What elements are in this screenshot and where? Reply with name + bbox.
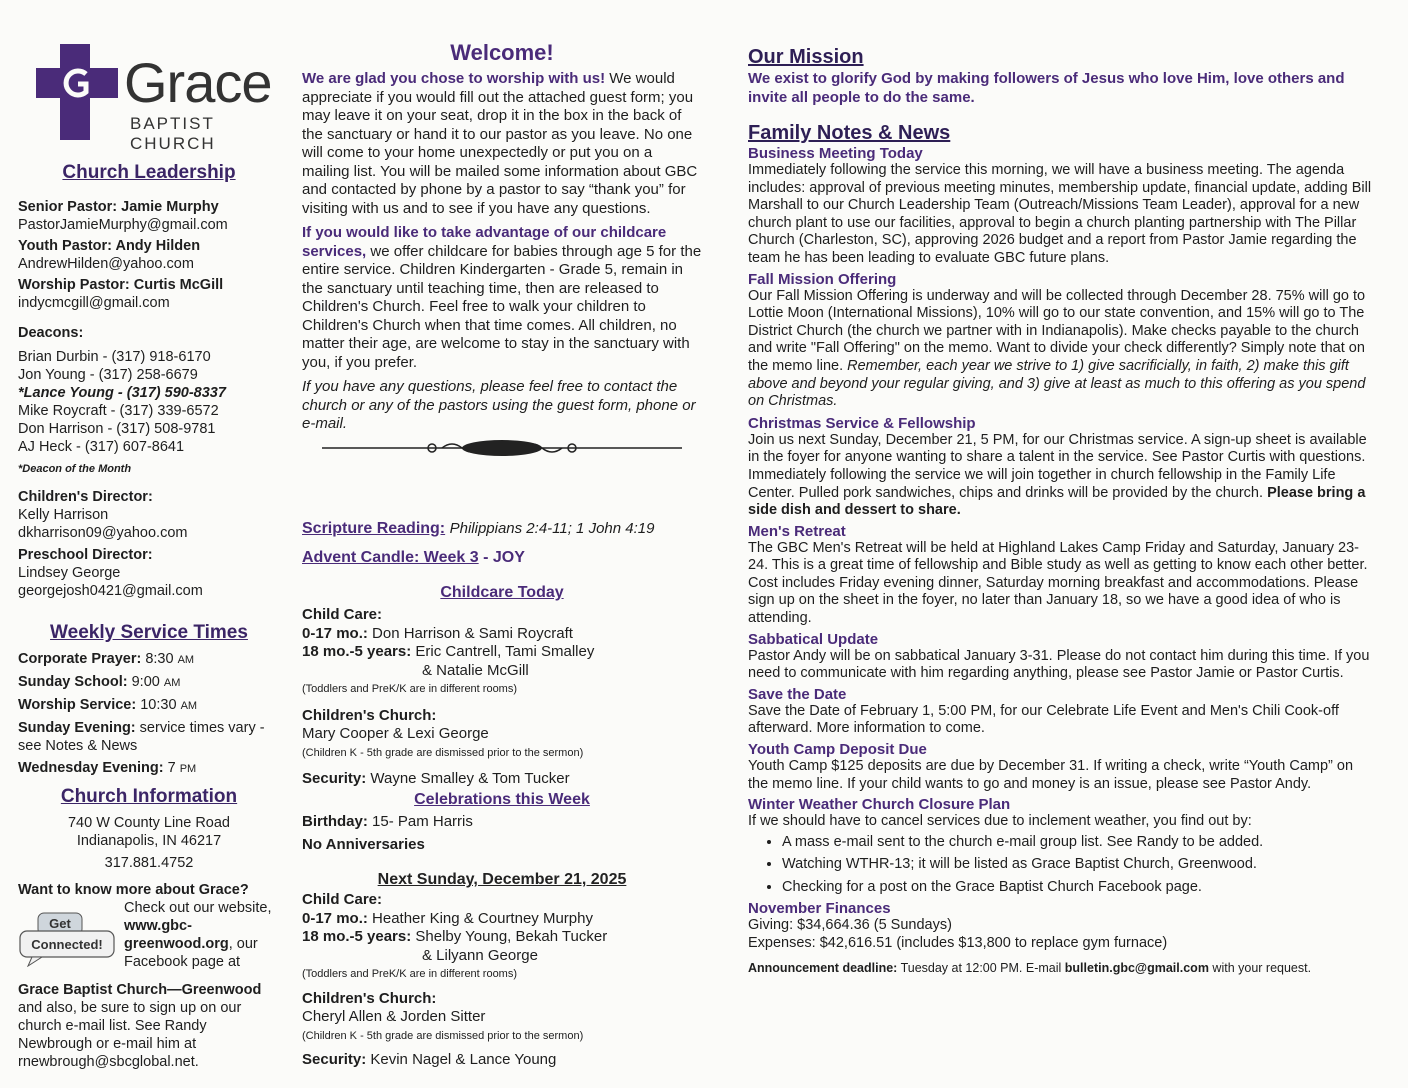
news-item-heading: Fall Mission Offering — [748, 270, 897, 288]
child-care-label: Child Care: — [302, 606, 383, 623]
security-row: Security: Kevin Nagel & Lance Young — [302, 1051, 557, 1068]
bulletin-email-link[interactable]: bulletin.gbc@gmail.com — [1064, 960, 1209, 975]
leadership-section — [18, 162, 280, 600]
church-logo — [26, 44, 288, 153]
ornament-divider-icon — [312, 438, 692, 458]
childcare-note: (Toddlers and PreK/K are in different rooms) — [302, 683, 518, 695]
news-item-heading: Men's Retreat — [748, 522, 846, 540]
childrens-church-label: Children's Church: — [302, 706, 437, 724]
welcome-text: We are glad you chose to worship with us! We would appreciate if you would fill out the attached guest form; you may leave it on your seat, drop it in the box in the back of the sanctuary or hand it to our pastor as you leave. No one will come to your home unexpectedly or put you on a mailing list. You will be mailed some information about GBC and contacted by phone by a pastor to say “thank you” for visiting with us and to see if you have any questions. — [302, 70, 698, 217]
scripture-reading: Scripture Reading: Philippians 2:4-11; 1 John 4:19 — [302, 520, 655, 537]
childcare-note: (Toddlers and PreK/K are in different rooms) — [302, 968, 518, 980]
deacon-note: *Deacon of the Month — [18, 463, 132, 475]
badge-bottom-text: Connected! — [31, 937, 103, 952]
pastor-title: Youth Pastor: Andy Hilden — [18, 238, 201, 254]
church-phone: 317.881.4752 — [104, 855, 194, 871]
list-item: • A mass e-mail sent to the church e-mail group list. See Randy to be added. — [782, 831, 1376, 854]
childrens-director-label: Children's Director: — [18, 489, 153, 505]
next-sunday-heading: Next Sunday, December 21, 2025 — [377, 871, 627, 888]
news-item-heading: Sabbatical Update — [748, 630, 879, 648]
more-info-text-a: Check out our website, www.gbc-greenwood.org, our Facebook page at — [124, 900, 272, 970]
more-info-text-b: Grace Baptist Church—Greenwood and also, be sure to sign up on our church e-mail list. See Randy Newbrough or e-mail him at rnewbrough@sbcglobal.net. — [18, 982, 262, 1070]
childrens-church-label: Children's Church: — [302, 989, 437, 1007]
website-link[interactable]: www.gbc-greenwood.org — [124, 918, 229, 952]
address-line: 740 W County Line Road — [67, 815, 230, 831]
deacon-item: Don Harrison - (317) 508-9781 — [18, 421, 216, 437]
childcare-today-section — [302, 584, 702, 789]
welcome-section — [302, 40, 702, 458]
deacon-item: Mike Roycraft - (317) 339-6572 — [18, 403, 219, 419]
finances-giving: Giving: $34,664.36 (5 Sundays) — [748, 917, 952, 934]
childcare-row: 0-17 mo.: Heather King & Courtney Murphy — [302, 909, 593, 927]
service-time-item: Sunday Evening: service times vary - see Notes & News — [18, 720, 265, 754]
news-item-text: Join us next Sunday, December 21, 5 PM, for our Christmas service. A sign-up sheet is available in the foyer for anyone wanting to share a talent in the service. See Pastor Curtis with questions. Immediately following the service we will join together in church fellowship in the Family Life Center. Pulled pork sandwiches, chips and drinks will be provided by the church. Please bring a side dish and dessert to share. — [748, 431, 1367, 519]
childrens-church-note: (Children K - 5th grade are dismissed prior to the sermon) — [302, 746, 584, 759]
childcare-row-cont: & Natalie McGill — [422, 661, 529, 679]
service-time-item: Wednesday Evening: 7 PM — [18, 760, 197, 776]
service-time-item: Corporate Prayer: 8:30 AM — [18, 651, 195, 667]
news-item-text: Our Fall Mission Offering is underway and will be collected through December 28. 75% will go to Lottie Moon (International Missions), 10% will go to our state convention, and 15% will go to The District Church (the church we partner with in Indianapolis). Make checks payable to the church and write "Fall Offering" on the memo. Want to divide your check differently? Simply note that on the memo line. Remember, each year we strive to 1) give sacrificially, in faith, 2) make this gift above and beyond your regular giving, and 3) give at least as much to this offering as you spend on Christmas. — [748, 287, 1366, 410]
badge-top-text: Get — [49, 916, 71, 931]
childrens-director-email[interactable]: dkharrison09@yahoo.com — [18, 525, 188, 541]
news-item-heading: Christmas Service & Fellowship — [748, 414, 976, 432]
news-item-text: The GBC Men's Retreat will be held at Highland Lakes Camp Friday and Saturday, January 23-24. This is a great time of fellowship and Bible study as well as getting to know each other better. Cost includes Friday evening dinner, Saturday morning breakfast and accommodations. Please sign up on the sheet in the foyer, no later than January 18, so we have a good idea of who is attending. — [748, 539, 1368, 627]
childcare-row: 18 mo.-5 years: Eric Cantrell, Tami Smalley — [302, 643, 595, 660]
deacon-item: *Lance Young - (317) 590-8337 — [18, 385, 226, 401]
service-time-item: Sunday School: 9:00 AM — [18, 674, 181, 690]
preschool-director-email[interactable]: georgejosh0421@gmail.com — [18, 583, 203, 599]
pastor-title: Senior Pastor: Jamie Murphy — [18, 199, 219, 215]
mission-heading: Our Mission — [748, 46, 864, 68]
news-item-heading: Winter Weather Church Closure Plan — [748, 796, 1011, 814]
service-time-item: Worship Service: 10:30 AM — [18, 697, 198, 713]
childcare-today-heading: Childcare Today — [440, 584, 564, 601]
pastor-email[interactable]: indycmcgill@gmail.com — [18, 295, 170, 311]
news-item-text: Save the Date of February 1, 5:00 PM, for our Celebrate Life Event and Men's Chili Cook-off afterward. More information to come. — [748, 702, 1339, 737]
news-item-text: Immediately following the service this morning, we will have a business meeting. The agenda includes: approval of previous meeting minutes, membership update, financial update, adding Bill Marshall to our Church Leadership Team (Outreach/Missions Team Leader), approval for a new church plant to use our facilities, approval to begin a church planting partnership with The Pillar Church (Charleston, SC), approving 2026 budget and a report from Pastor Jamie regarding the team he has been leading to evaluate GBC future plans. — [748, 162, 1372, 266]
list-item: • Checking for a post on the Grace Baptist Church Facebook page. — [782, 876, 1376, 899]
church-info-heading: Church Information — [60, 786, 238, 807]
news-item-heading: Business Meeting Today — [748, 145, 923, 162]
childrens-director-name: Kelly Harrison — [18, 507, 109, 523]
news-heading: Family Notes & News — [748, 122, 951, 144]
child-care-label: Child Care: — [302, 891, 383, 908]
church-info-section — [18, 786, 280, 1070]
list-item: • Watching WTHR-13; it will be listed as Grace Baptist Church, Greenwood. — [782, 853, 1376, 876]
closure-list — [748, 831, 1376, 899]
childrens-church-value: Cheryl Allen & Jorden Sitter — [302, 1008, 486, 1025]
advent-candle: Advent Candle: Week 3 - JOY — [302, 549, 525, 566]
news-item-heading: Save the Date — [748, 685, 847, 703]
address-line: Indianapolis, IN 46217 — [76, 833, 222, 849]
childcare-row: 0-17 mo.: Don Harrison & Sami Roycraft — [302, 624, 573, 642]
security-row: Security: Wayne Smalley & Tom Tucker — [302, 770, 570, 787]
childcare-row-cont: & Lilyann George — [422, 946, 538, 964]
mission-text: We exist to glorify God by making followers of Jesus who love Him, love others and invite all people to do the same. — [748, 70, 1345, 106]
childrens-church-value: Mary Cooper & Lexi George — [302, 725, 489, 742]
deacon-item: AJ Heck - (317) 607-8641 — [18, 439, 185, 455]
more-info-block — [18, 899, 280, 1070]
more-info-question: Want to know more about Grace? — [18, 882, 249, 898]
childcare-row: 18 mo.-5 years: Shelby Young, Bekah Tucker — [302, 928, 608, 945]
questions-text: If you have any questions, please feel free to contact the church or any of the pastors using the guest form, phone or e-mail. — [302, 378, 696, 432]
news-item-text: Youth Camp $125 deposits are due by December 31. If writing a check, write “Youth Camp” on the memo line. If your child wants to go and money is an issue, please see Pastor Andy. — [748, 758, 1354, 792]
deacon-item: Brian Durbin - (317) 918-6170 — [18, 349, 211, 365]
preschool-director-name: Lindsey George — [18, 565, 121, 581]
finances-expenses: Expenses: $42,616.51 (includes $13,800 to replace gym furnace) — [748, 934, 1168, 951]
childrens-church-note: (Children K - 5th grade are dismissed prior to the sermon) — [302, 1029, 584, 1042]
news-item-heading: November Finances — [748, 900, 891, 918]
pastor-title: Worship Pastor: Curtis McGill — [18, 277, 224, 293]
next-sunday-section — [302, 871, 702, 1070]
anniversaries-row: No Anniversaries — [302, 835, 425, 853]
get-connected-badge — [18, 911, 116, 967]
celebrations-heading: Celebrations this Week — [414, 791, 590, 808]
celebrations-section — [302, 791, 702, 854]
preschool-director-label: Preschool Director: — [18, 547, 153, 563]
deacon-item: Jon Young - (317) 258-6679 — [18, 367, 198, 383]
logo-subtitle: BAPTIST CHURCH — [130, 114, 216, 153]
service-times-heading: Weekly Service Times — [50, 622, 248, 643]
welcome-title: Welcome! — [450, 40, 554, 65]
birthday-row: Birthday: 15- Pam Harris — [302, 813, 473, 830]
news-item-heading: Youth Camp Deposit Due — [748, 741, 927, 759]
pastor-email[interactable]: AndrewHilden@yahoo.com — [18, 256, 194, 272]
leadership-heading: Church Leadership — [62, 162, 236, 183]
news-item-text: If we should have to cancel services due to inclement weather, you find out by: — [748, 813, 1252, 830]
pastor-email[interactable]: PastorJamieMurphy@gmail.com — [18, 217, 228, 233]
news-section — [748, 122, 1376, 975]
logo-name: Grace — [124, 51, 272, 114]
news-item-text: Pastor Andy will be on sabbatical January 3-31. Please do not contact him during this time. If you need to communicate with him regarding anything, please see Pastor Jamie or Pastor Curtis. — [748, 647, 1370, 682]
announcement-deadline: Announcement deadline: Tuesday at 12:00 PM. E-mail bulletin.gbc@gmail.com with your request. — [748, 960, 1312, 975]
deacons-label: Deacons: — [18, 325, 84, 341]
cross-logo-icon — [36, 44, 118, 140]
service-times-section — [18, 622, 280, 778]
childcare-text: If you would like to take advantage of our childcare services, we offer childcare for babies through age 5 for the entire service. Children Kindergarten - Grade 5, remain in the sanctuary until teaching time, then are released to Children's Church. Feel free to walk your children to Children's Church when that time comes. All children, no matter their age, are welcome to stay in the sanctuary with you, if you prefer. — [302, 224, 702, 371]
mission-section — [748, 46, 1376, 107]
